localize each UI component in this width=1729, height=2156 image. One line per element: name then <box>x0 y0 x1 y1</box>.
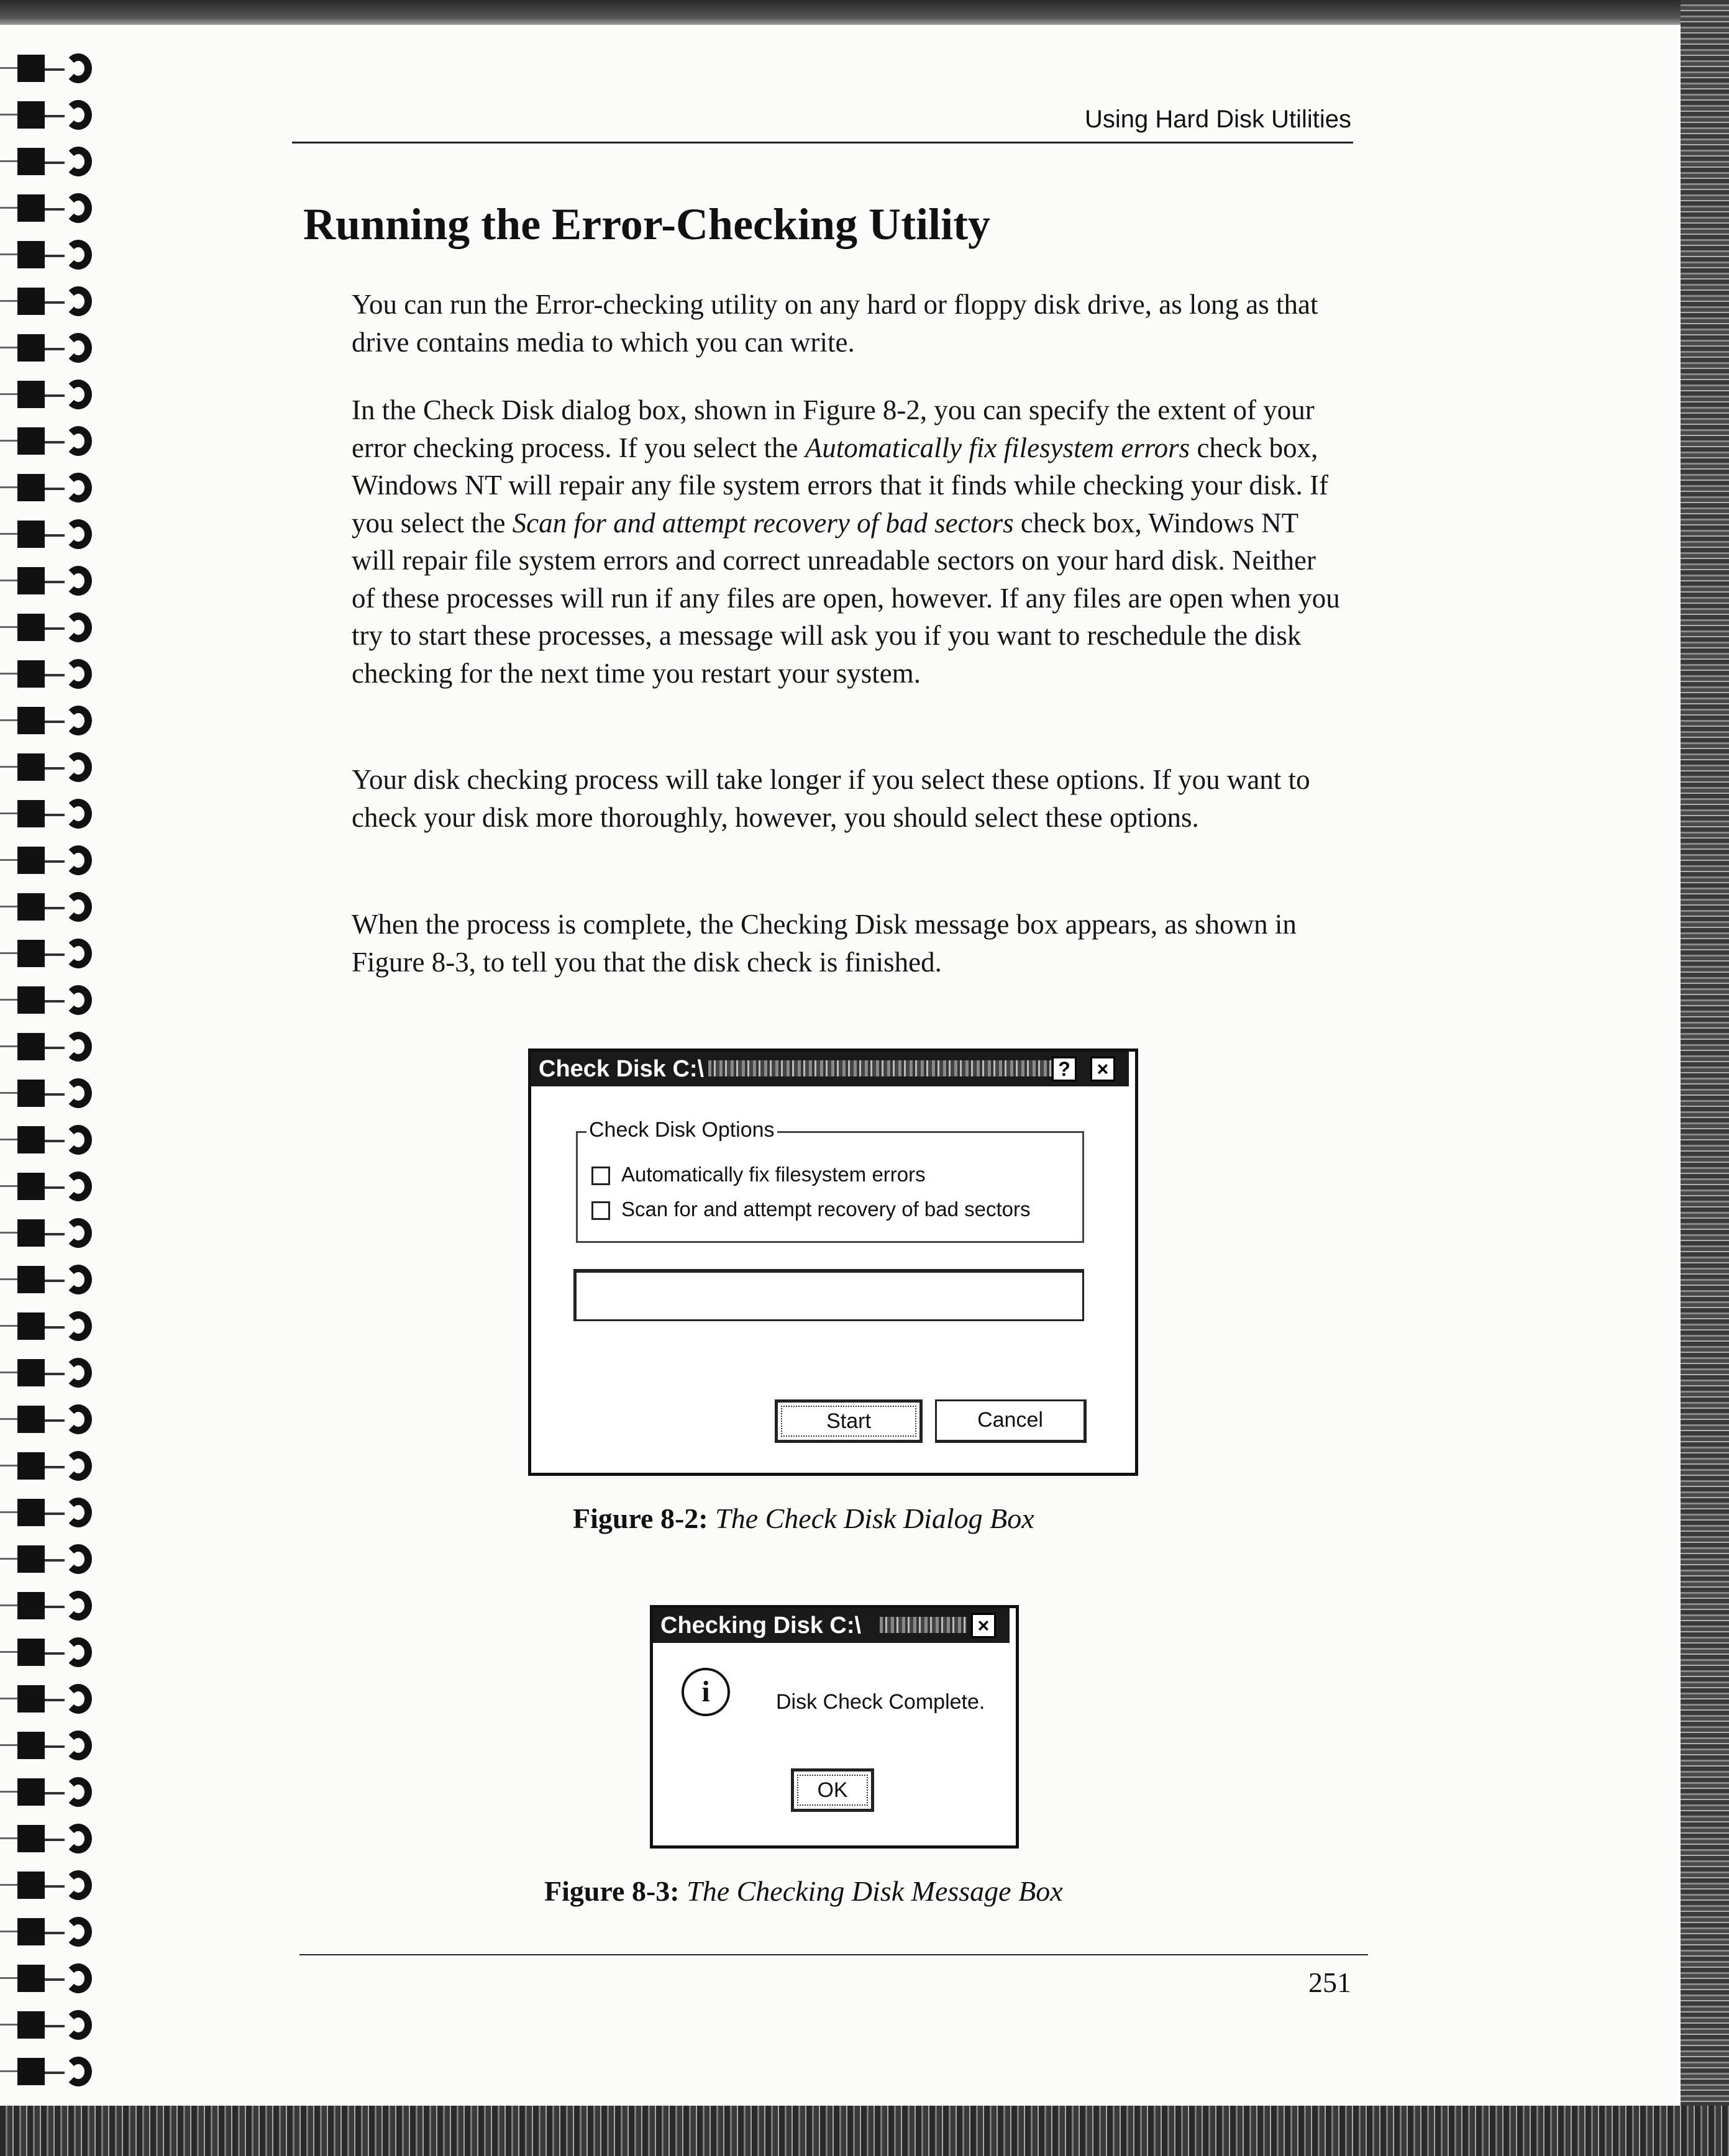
binding-ring <box>0 1214 112 1252</box>
binding-ring <box>0 981 112 1019</box>
figure-8-2-label: Figure 8-2: <box>573 1503 708 1534</box>
binding-ring <box>0 1354 112 1391</box>
titlebar-gradient <box>880 1617 967 1633</box>
binding-ring <box>0 96 112 134</box>
binding-ring <box>0 1028 112 1065</box>
header-rule <box>292 142 1353 143</box>
figure-8-3-caption <box>544 1875 1063 1908</box>
binding-ring <box>0 2006 112 2044</box>
figure-8-2-caption <box>573 1502 1034 1535</box>
binding-ring <box>0 795 112 832</box>
paragraph-1 <box>352 286 1346 361</box>
binding-ring <box>0 1494 112 1531</box>
binding-ring <box>0 562 112 599</box>
checking-disk-title: Checking Disk C:\ <box>660 1612 862 1639</box>
binding-ring <box>0 655 112 693</box>
binding-ring <box>0 516 112 553</box>
binding-ring <box>0 702 112 739</box>
binding-ring <box>0 1401 112 1438</box>
binding-ring <box>0 50 112 87</box>
paragraph-1-text: You can run the Error-checking utility on any hard or floppy disk drive, as long as that drive contains media to which you can write. <box>352 289 1318 358</box>
ok-button[interactable]: OK <box>791 1768 874 1812</box>
running-head: Using Hard Disk Utilities <box>1085 106 1351 133</box>
section-title: Running the Error-Checking Utility <box>303 199 991 249</box>
binding-ring <box>0 469 112 506</box>
spiral-binding <box>0 25 112 2106</box>
titlebar-gradient <box>708 1060 1056 1076</box>
binding-ring <box>0 1447 112 1485</box>
check-disk-titlebar[interactable] <box>531 1052 1129 1086</box>
paragraph-2 <box>352 391 1346 692</box>
progress-bar <box>573 1269 1084 1321</box>
close-button[interactable]: × <box>1090 1057 1115 1081</box>
check-disk-title: Check Disk C:\ <box>539 1056 705 1082</box>
binding-ring <box>0 1168 112 1205</box>
check-disk-dialog <box>528 1048 1138 1476</box>
check-disk-options-group <box>576 1118 1084 1243</box>
cancel-button[interactable]: Cancel <box>935 1399 1087 1443</box>
binding-ring <box>0 143 112 180</box>
binding-ring <box>0 329 112 366</box>
paragraph-2-italic-option2: Scan for and attempt recovery of bad sectors <box>512 507 1014 539</box>
scan-recover-label: Scan for and attempt recovery of bad sectors <box>621 1198 1031 1221</box>
binding-ring <box>0 189 112 227</box>
binding-ring <box>0 1634 112 1671</box>
binding-ring <box>0 935 112 972</box>
binding-ring <box>0 1308 112 1345</box>
binding-ring <box>0 1540 112 1578</box>
info-icon: i <box>682 1668 730 1716</box>
checking-disk-titlebar[interactable] <box>653 1608 1010 1643</box>
option-scan-recover[interactable] <box>591 1198 1031 1221</box>
paragraph-3-text: Your disk checking process will take longer if you select these options. If you want to check your disk more thoroughly, however, you should select these options. <box>352 764 1310 833</box>
binding-ring <box>0 1913 112 1950</box>
binding-ring <box>0 236 112 273</box>
paragraph-2-italic-option1: Automatically fix filesystem errors <box>805 432 1190 463</box>
figure-8-2-title: The Check Disk Dialog Box <box>715 1503 1034 1534</box>
binding-ring <box>0 1261 112 1298</box>
page-number: 251 <box>1308 1967 1351 1998</box>
figure-8-3-label: Figure 8-3: <box>544 1875 680 1907</box>
message-text: Disk Check Complete. <box>776 1690 985 1714</box>
binding-ring <box>0 1075 112 1112</box>
binding-ring <box>0 376 112 413</box>
footer-rule <box>299 1954 1368 1955</box>
binding-ring <box>0 1820 112 1857</box>
paragraph-2-text <box>352 391 1346 692</box>
scan-recover-checkbox[interactable] <box>591 1201 610 1220</box>
binding-ring <box>0 422 112 460</box>
binding-ring <box>0 1587 112 1624</box>
binding-ring <box>0 1121 112 1158</box>
autofix-checkbox[interactable] <box>591 1167 610 1185</box>
paragraph-3 <box>352 761 1346 836</box>
help-button[interactable]: ? <box>1052 1057 1077 1081</box>
binding-ring <box>0 609 112 646</box>
paragraph-2-part-a: In the Check Disk dialog box, shown in Figure 8-2, you can specify the extent of your error checking process. If you select the <box>352 394 1315 463</box>
paragraph-4 <box>352 906 1346 981</box>
binding-ring <box>0 1867 112 1904</box>
checking-disk-dialog <box>650 1605 1019 1849</box>
paragraph-4-text: When the process is complete, the Checking Disk message box appears, as shown in Figure 8-3, to tell you that the disk check is finished. <box>352 909 1297 978</box>
autofix-label: Automatically fix filesystem errors <box>621 1163 926 1186</box>
option-autofix[interactable] <box>591 1163 926 1186</box>
binding-ring <box>0 1727 112 1764</box>
binding-ring <box>0 842 112 879</box>
binding-ring <box>0 1960 112 1997</box>
binding-ring <box>0 748 112 786</box>
binding-ring <box>0 888 112 926</box>
start-button[interactable]: Start <box>775 1399 923 1443</box>
binding-ring <box>0 1680 112 1717</box>
page-bottom-edge <box>0 2106 1729 2156</box>
page-right-edge <box>1681 0 1729 2156</box>
figure-8-3-title: The Checking Disk Message Box <box>687 1875 1063 1907</box>
binding-ring <box>0 283 112 320</box>
group-label: Check Disk Options <box>586 1118 777 1142</box>
paragraph-2-part-c: check box, Windows NT will repair any file system errors that it finds while checking your disk. If you select the <box>352 432 1329 539</box>
close-button[interactable]: × <box>971 1613 996 1638</box>
paragraph-2-part-e: check box, Windows NT will repair file system errors and correct unreadable sectors on your hard disk. Neither of these processes will run if any files are open, however. If any files are open when you try to start these processes, a message will ask you if you want to reschedule the disk checking for the next time you restart your system. <box>352 507 1340 689</box>
binding-ring <box>0 1773 112 1811</box>
binding-ring <box>0 2053 112 2090</box>
